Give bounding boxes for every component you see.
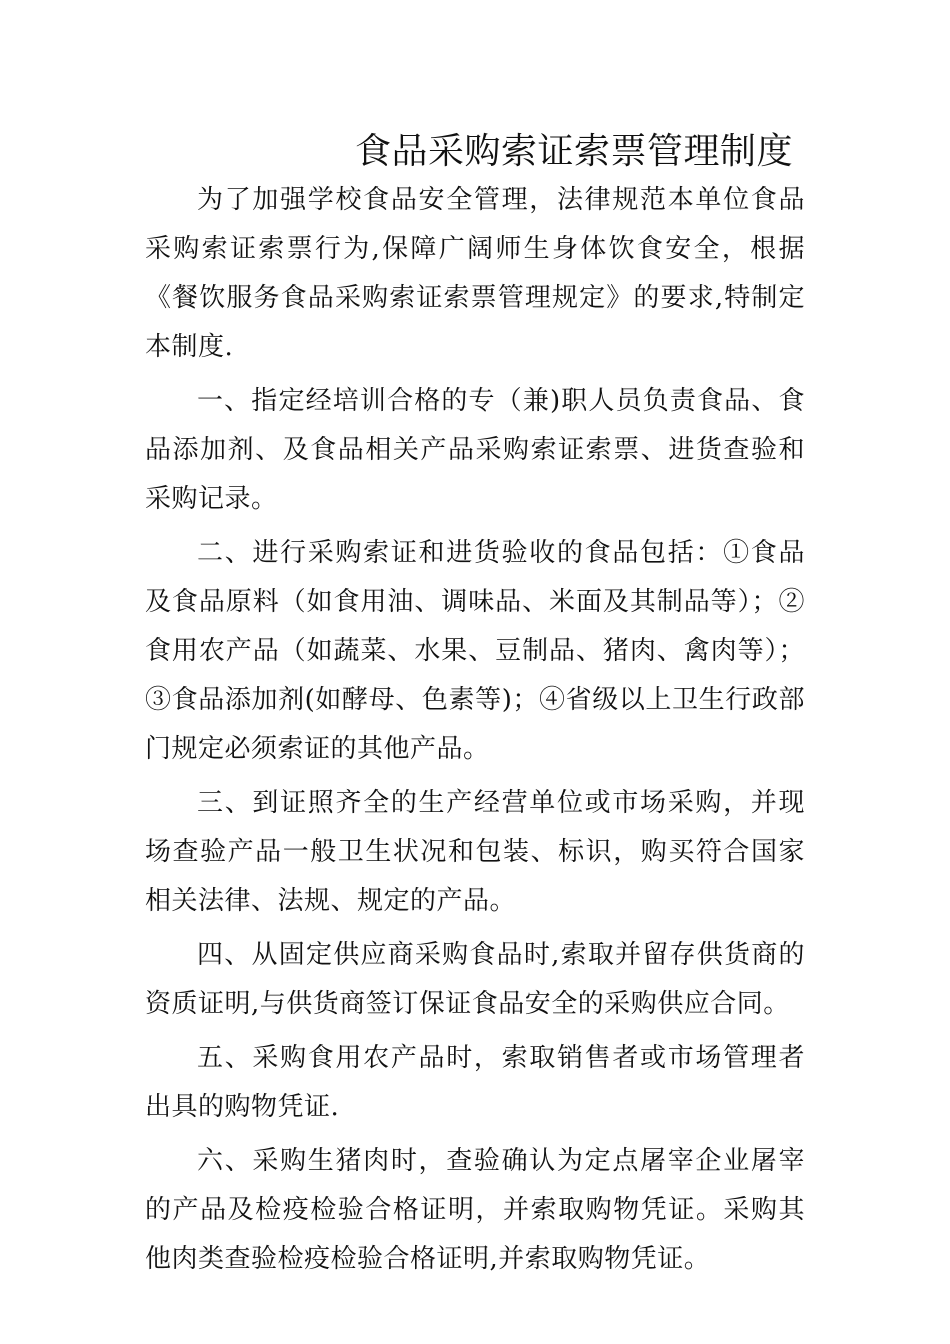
paragraph-clause-1: 一、指定经培训合格的专（兼)职人员负责食品、食品添加剂、及食品相关产品采购索证索票、进货查验和采购记录。 <box>145 386 805 514</box>
paragraph-intro: 为了加强学校食品安全管理，法律规范本单位食品采购索证索票行为,保障广阔师生身体饮食安全，根据《餐饮服务食品采购索证索票管理规定》的要求,特制定本制度. <box>145 185 805 362</box>
paragraph-clause-2: 二、进行采购索证和进货验收的食品包括：①食品及食品原料（如食用油、调味品、米面及其制品等）；②食用农产品（如蔬菜、水果、豆制品、猪肉、禽肉等）；③食品添加剂(如酵母、色素等)；④省级以上卫生行政部门规定必须索证的其他产品。 <box>145 538 805 764</box>
document-body <box>145 176 805 1289</box>
paragraph-clause-3: 三、到证照齐全的生产经营单位或市场采购，并现场查验产品一般卫生状况和包装、标识，购买符合国家相关法律、法规、规定的产品。 <box>145 788 805 916</box>
paragraph-clause-6: 六、采购生猪肉时，查验确认为定点屠宰企业屠宰的产品及检疫检验合格证明，并索取购物凭证。采购其他肉类查验检疫检验合格证明,并索取购物凭证。 <box>145 1146 805 1274</box>
paragraph-clause-5: 五、采购食用农产品时，索取销售者或市场管理者出具的购物凭证. <box>145 1043 805 1122</box>
document-title: 食品采购索证索票管理制度 <box>355 131 794 172</box>
paragraph-clause-4: 四、从固定供应商采购食品时,索取并留存供货商的资质证明,与供货商签订保证食品安全的采购供应合同。 <box>145 940 805 1019</box>
